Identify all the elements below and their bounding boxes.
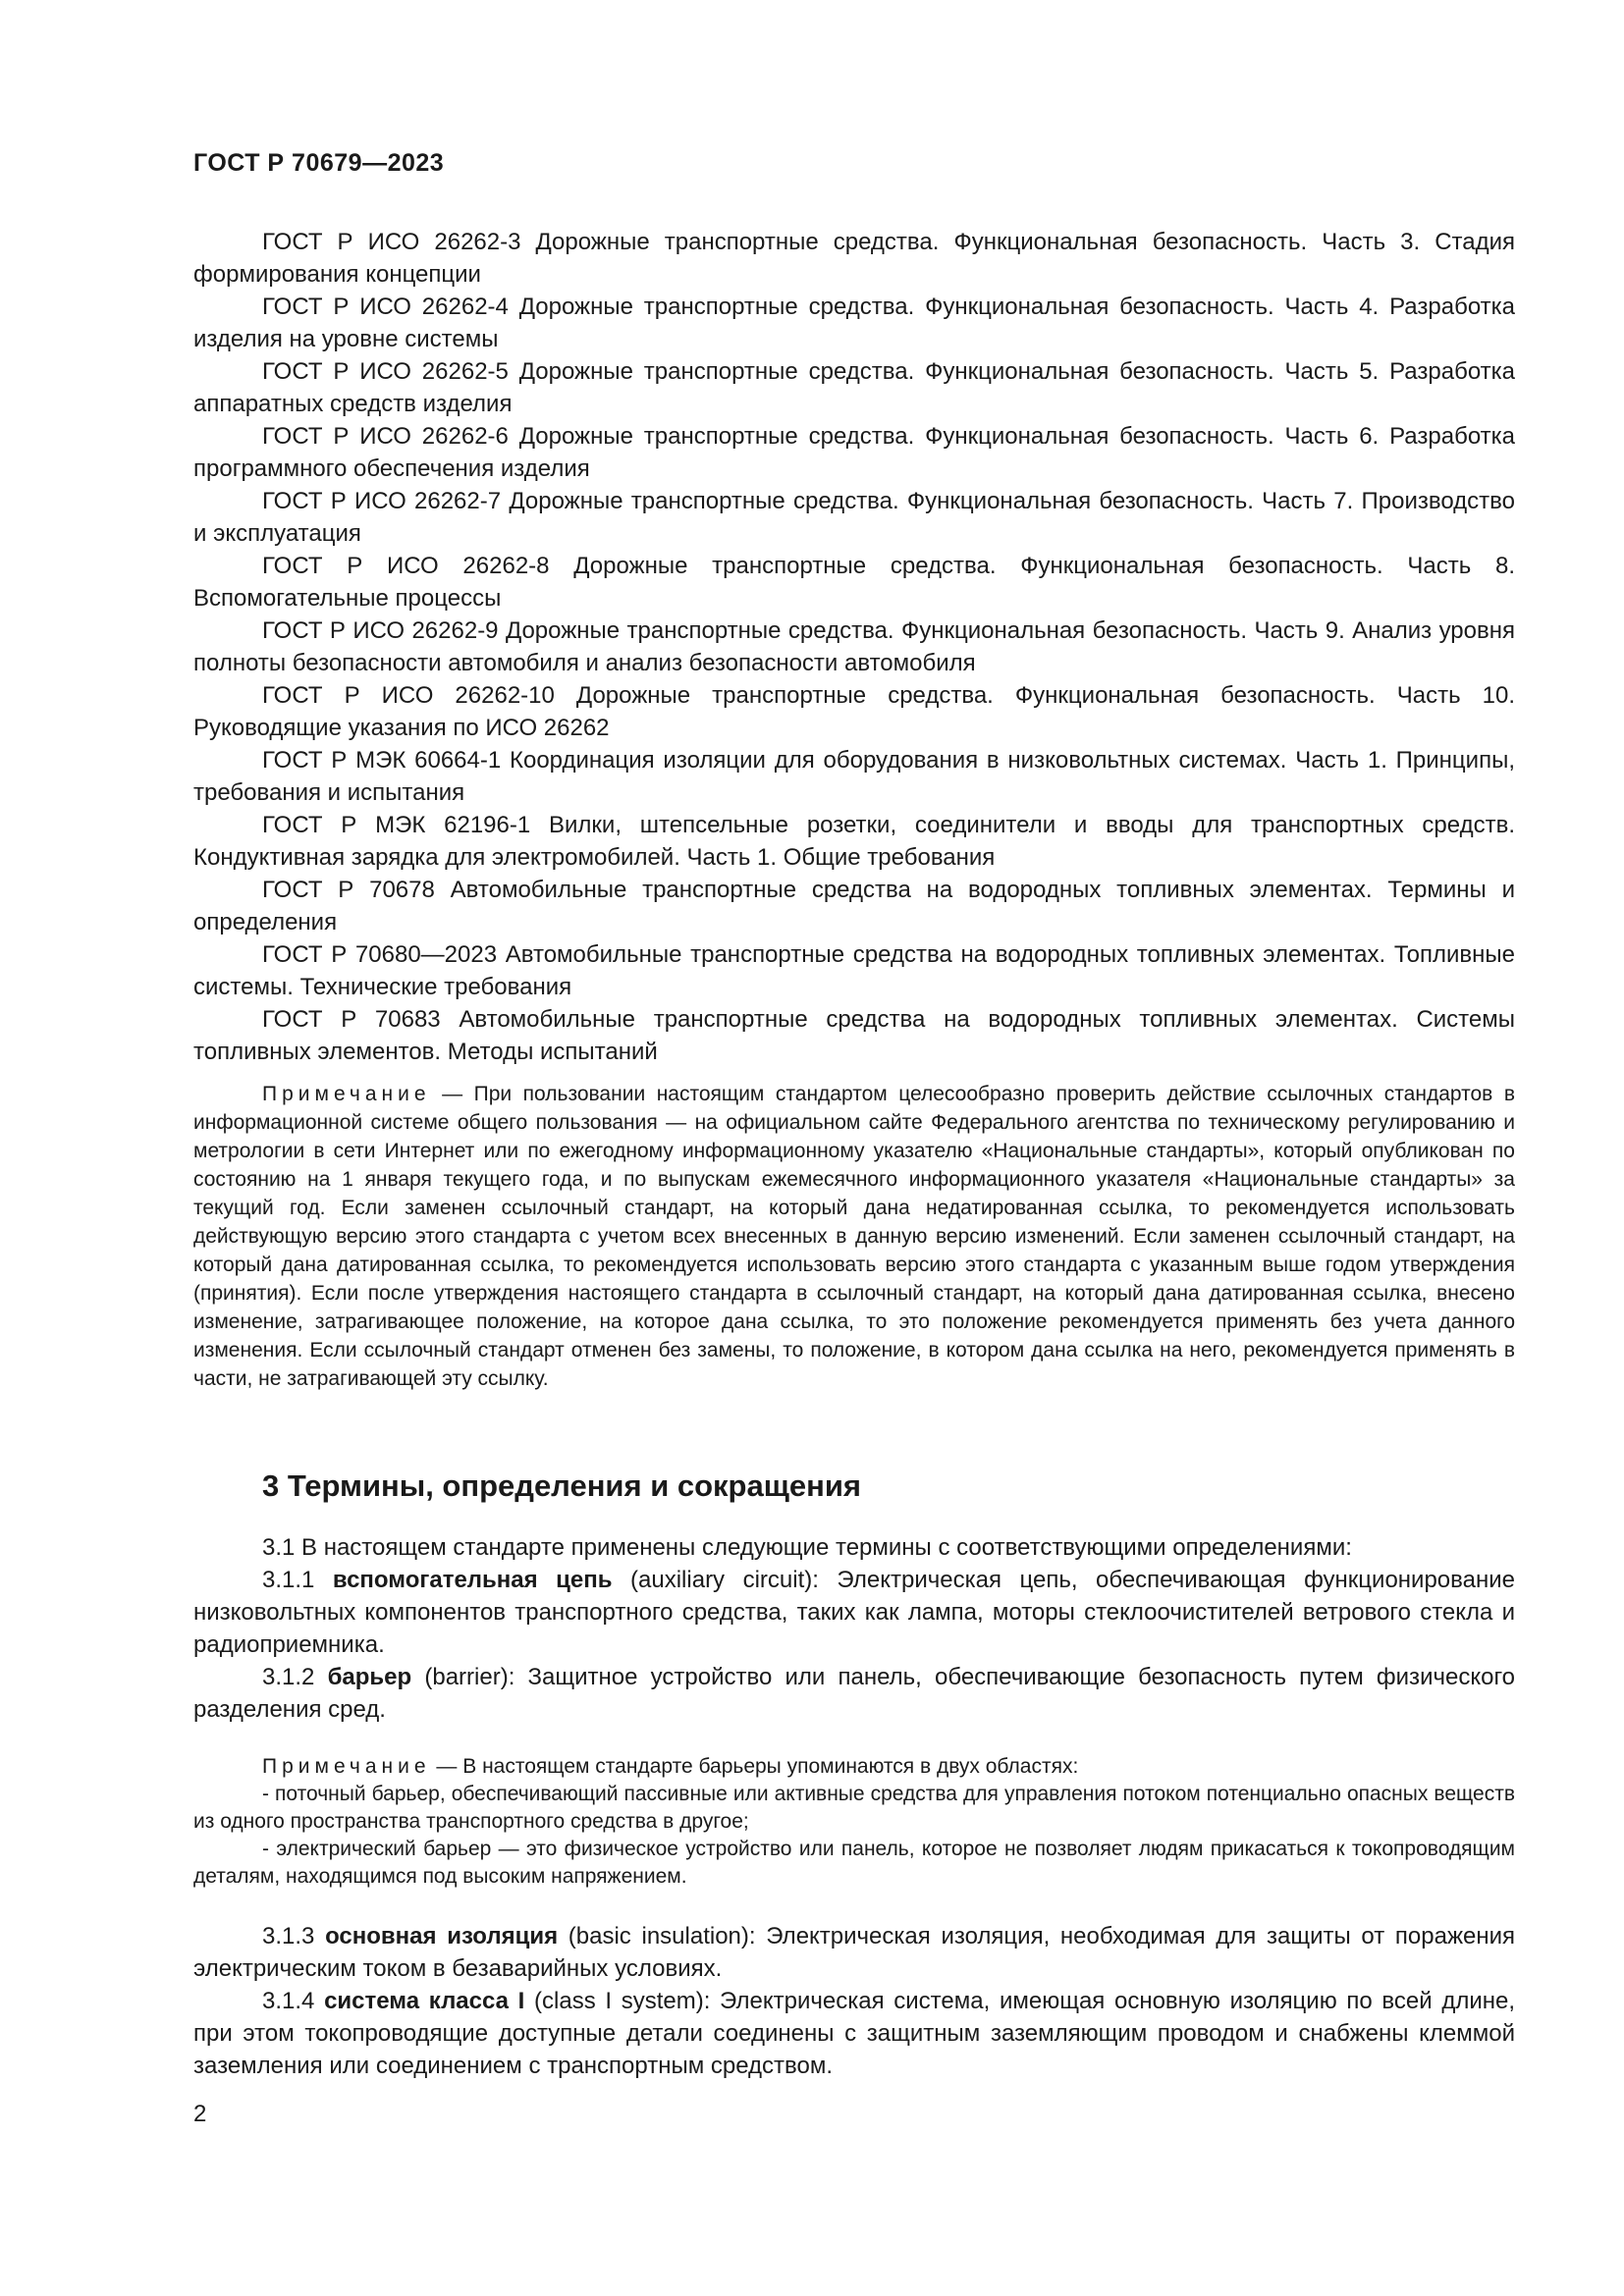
barrier-note-intro bbox=[193, 1753, 1515, 1781]
reference-item: ГОСТ Р МЭК 62196-1 Вилки, штепсельные розетки, соединители и вводы для транспортных средств. Кондуктивная зарядка для электромобилей. Часть 1. Общие требования bbox=[193, 812, 1515, 871]
note-text: — При пользовании настоящим стандартом целесообразно проверить действие ссылочных стандартов в информационной системе общего пользования — на официальном сайте Федерального агентства по техническому регулированию и метрологии в сети Интернет или по ежегодному информационному указателю «Национальные стандарты», который опубликован по состоянию на 1 января текущего года, и по выпускам ежемесячного информационного указателя «Национальные стандарты» за текущий год. Если заменен ссылочный стандарт, на который дана недатированная ссылка, то рекомендуется использовать действующую версию этого стандарта с учетом всех внесенных в данную версию изменений. Если заменен ссылочный стандарт, на который дана датированная ссылка, то рекомендуется использовать версию этого стандарта с указанным выше годом утверждения (принятия). Если после утверждения настоящего стандарта в ссылочный стандарт, на который дана датированная ссылка, внесено изменение, затрагивающее положение, на которое дана ссылка, то это положение рекомендуется применять без учета данного изменения. Если ссылочный стандарт отменен без замены, то положение, в котором дана ссылка на него, рекомендуется применять в части, не затрагивающей эту ссылку. bbox=[193, 1083, 1515, 1390]
reference-item: ГОСТ Р ИСО 26262-6 Дорожные транспортные средства. Функциональная безопасность. Часть 6. Разработка программного обеспечения изделия bbox=[193, 423, 1515, 482]
term-number: 3.1.3 bbox=[262, 1923, 326, 1949]
reference-item: ГОСТ Р 70678 Автомобильные транспортные средства на водородных топливных элементах. Термины и определения bbox=[193, 877, 1515, 935]
term-3-1-1 bbox=[193, 1564, 1515, 1661]
reference-item: ГОСТ Р ИСО 26262-5 Дорожные транспортные средства. Функциональная безопасность. Часть 5. Разработка аппаратных средств изделия bbox=[193, 358, 1515, 417]
reference-item: ГОСТ Р ИСО 26262-9 Дорожные транспортные средства. Функциональная безопасность. Часть 9. Анализ уровня полноты безопасности автомобиля и анализ безопасности автомобиля bbox=[193, 617, 1515, 676]
term-definition: (barrier): Защитное устройство или панель, обеспечивающие безопасность путем физического разделения сред. bbox=[193, 1664, 1516, 1723]
term-3-1-3 bbox=[193, 1920, 1515, 1985]
term-number: 3.1.2 bbox=[262, 1664, 328, 1690]
term-number: 3.1.1 bbox=[262, 1567, 333, 1593]
note-label: Примечание bbox=[262, 1083, 431, 1105]
term-3-1-2 bbox=[193, 1661, 1515, 1726]
barrier-note-item: - поточный барьер, обеспечивающий пассивные или активные средства для управления потоком потенциально опасных веществ из одного пространства транспортного средства в другое; bbox=[193, 1783, 1515, 1833]
term-name: система класса I bbox=[324, 1988, 525, 2014]
term-name: основная изоляция bbox=[325, 1923, 559, 1949]
terms-block-continued bbox=[193, 1920, 1515, 2082]
barrier-note bbox=[193, 1753, 1515, 1891]
reference-item: ГОСТ Р 70680—2023 Автомобильные транспортные средства на водородных топливных элементах. Топливные системы. Технические требования bbox=[193, 941, 1515, 1000]
intro-paragraph: 3.1 В настоящем стандарте применены следующие термины с соответствующими определениями: bbox=[262, 1534, 1352, 1561]
normative-references-list bbox=[193, 226, 1515, 1068]
note-label: Примечание bbox=[262, 1755, 431, 1778]
document-code-header: ГОСТ Р 70679—2023 bbox=[193, 149, 445, 177]
term-name: барьер bbox=[327, 1664, 412, 1690]
section-title: 3 Термины, определения и сокращения bbox=[262, 1468, 861, 1503]
note-text: — В настоящем стандарте барьеры упоминаются в двух областях: bbox=[430, 1755, 1079, 1778]
references-note bbox=[193, 1080, 1515, 1393]
barrier-note-item: - электрический барьер — это физическое устройство или панель, которое не позволяет людям прикасаться к токопроводящим деталям, находящимся под высоким напряжением. bbox=[193, 1838, 1515, 1888]
reference-item: ГОСТ Р МЭК 60664-1 Координация изоляции для оборудования в низковольтных системах. Часть 1. Принципы, требования и испытания bbox=[193, 747, 1515, 806]
term-definition: (class I system): Электрическая система, имеющая основную изоляцию по всей длине, при этом токопроводящие доступные детали соединены с защитным заземляющим проводом и снабжены клеммой заземления или соединением с транспортным средством. bbox=[193, 1988, 1516, 2079]
reference-item: ГОСТ Р ИСО 26262-3 Дорожные транспортные средства. Функциональная безопасность. Часть 3. Стадия формирования концепции bbox=[193, 229, 1515, 288]
reference-item: ГОСТ Р ИСО 26262-7 Дорожные транспортные средства. Функциональная безопасность. Часть 7. Производство и эксплуатация bbox=[193, 488, 1515, 547]
reference-item: ГОСТ Р ИСО 26262-10 Дорожные транспортные средства. Функциональная безопасность. Часть 10. Руководящие указания по ИСО 26262 bbox=[193, 682, 1515, 741]
reference-item: ГОСТ Р ИСО 26262-8 Дорожные транспортные средства. Функциональная безопасность. Часть 8. Вспомогательные процессы bbox=[193, 553, 1515, 612]
terms-block bbox=[193, 1531, 1515, 1726]
term-number: 3.1.4 bbox=[262, 1988, 325, 2014]
term-3-1-4 bbox=[193, 1985, 1515, 2082]
term-definition: (auxiliary circuit): Электрическая цепь, обеспечивающая функционирование низковольтных компонентов транспортного средства, таких как лампа, моторы стеклоочистителей ветрового стекла и радиоприемника. bbox=[193, 1567, 1515, 1658]
term-definition: (basic insulation): Электрическая изоляция, необходимая для защиты от поражения электрическим током в безаварийных условиях. bbox=[193, 1923, 1516, 1982]
term-name: вспомогательная цепь bbox=[332, 1567, 613, 1593]
reference-item: ГОСТ Р ИСО 26262-4 Дорожные транспортные средства. Функциональная безопасность. Часть 4. Разработка изделия на уровне системы bbox=[193, 294, 1515, 352]
page-number: 2 bbox=[193, 2101, 207, 2127]
reference-item: ГОСТ Р 70683 Автомобильные транспортные средства на водородных топливных элементах. Системы топливных элементов. Методы испытаний bbox=[193, 1006, 1515, 1065]
